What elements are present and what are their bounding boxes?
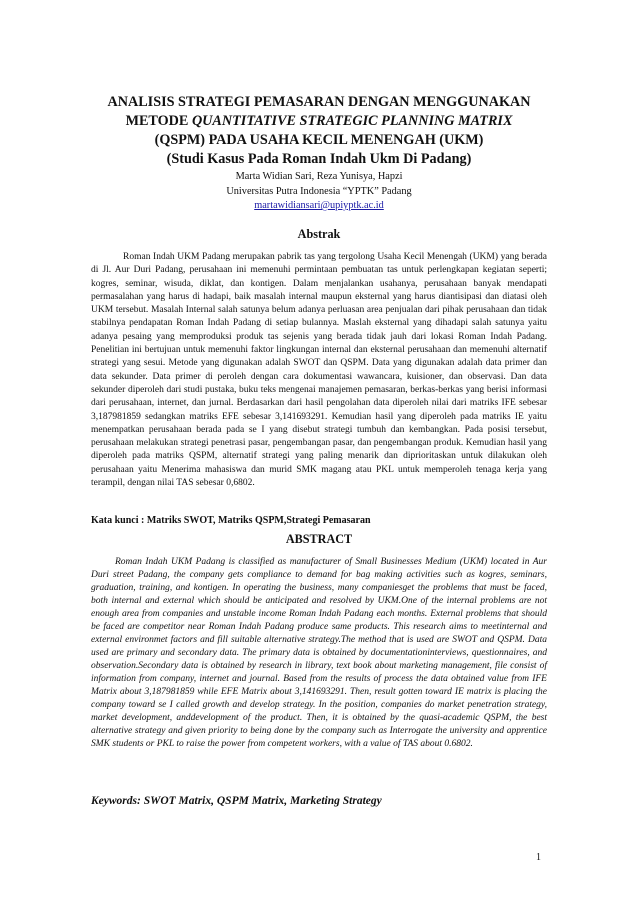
- author-block: [88, 170, 550, 214]
- abstract-text: Roman Indah UKM Padang is classified as manufacturer of Small Businesses Medium (UKM) located in Aur Duri street Padang, the company gets compliance to demand for bag making activities such as kogres, seminars, graduation, training, and kontigen. In operating the business, many companiesget the problems that must be faced, both internal and external which should be anticipated and resolved by UKM.One of the internal problems are not enough area from companies and unstable income Roman Indah Padang each months. External problems that should be faced are competitor near Roman Indah Padang produce same products. This research aims to meetinternal and external environmet factors and fill suitable alternative strategy.The method that is used are SWOT and QSPM. Data used are primary and secondary data. The primary data is obtained by documentationinterviews, questionnaires, and observation.Secondary data is obtained by research in library, text book about marketing management, file consist of information from company, internet and journal. Based from the results of process the data obtained value from IFE Matrix about 3,187981859 while EFE Matrix about 3,141693291. Then, result gotten toward IE matrix is placing the company toward se I called growth and develop strategy. In the position, companies do market penetration strategy, market development, anddevelopment of the product. Then, it is obtained by the quasi-academic QSPM, the best alternative strategy and given priority to being done by the company such as Interrogate the university and apprentice SMK students or PKL to raise the power from competent workers, with a value of TAS about 0.6802.: [91, 557, 547, 749]
- title-line-3: (QSPM) PADA USAHA KECIL MENENGAH (UKM): [154, 132, 484, 148]
- author-affiliation: Universitas Putra Indonesia “YPTK” Padang: [226, 185, 412, 197]
- page-number: 1: [536, 852, 541, 863]
- title-line-2-italic: QUANTITATIVE STRATEGIC PLANNING MATRIX: [191, 113, 513, 129]
- abstrak-heading: Abstrak: [297, 227, 341, 241]
- author-email-link[interactable]: martawidiansari@upiyptk.ac.id: [254, 200, 384, 211]
- abstract-heading: ABSTRACT: [285, 532, 353, 546]
- paper-title: [88, 93, 550, 169]
- abstract-keywords: Keywords: SWOT Matrix, QSPM Matrix, Marketing Strategy: [91, 795, 382, 807]
- title-line-2: [88, 112, 550, 131]
- title-subtitle: (Studi Kasus Pada Roman Indah Ukm Di Padang): [166, 151, 472, 167]
- title-line-2-prefix: METODE: [125, 113, 192, 129]
- abstrak-text: Roman Indah UKM Padang merupakan pabrik tas yang tergolong Usaha Kecil Menengah (UKM) yang berada di Jl. Aur Duri Padang, perusahaan ini memenuhi permintaan pembuatan tas untuk perlengkapan kegiatan seperti; kogres, seminar, wisuda, diklat, dan kontigen. Dalam menjalankan usahanya, perusahaan banyak mendapati permasalahan yang harus di hadapi, baik masalah internal maupun eksternal yang harus diantisipasi dan diatasi oleh UKM tersebut. Masalah Internal salah satunya belum adanya perluasan area penjualan dari pihak perusahaan dan tidak stabilnya pendapatan Roman Indah Padang di setiap bulannya. Maslah eksternal yang dihadapi salah satunya yaitu adanya pesaing yang memproduksi produk tas sejenis yang berada tidak jauh dari lokasi Roman Indah Padang. Penelitian ini bertujuan untuk memenuhi faktor lingkungan internal dan eksternal perusahaan dan memenuhi alternatif strategi yang sesui. Metode yang digunakan adalah SWOT dan QSPM. Data yang digunakan adalah data primer dan data sekunder. Data primer di peroleh dengan cara dokumentasi wawancara, kuisioner, dan observasi. Dan data sekunder diperoleh dari studi pustaka, buku teks mengenai manajemen pemasaran, berkas-berkas yang berisi informasi dari perusahaan, internet, dan jurnal. Berdasarkan dari hasil pengolahan data diperoleh nilai dari matriks IFE sebesar 3,187981859 sedangkan matriks EFE sebesar 3,141693291. Kemudian hasil yang diperoleh pada matriks IE yaitu menempatkan perusahaan berada pada se I yang disebut strategi tumbuh dan kembangkan. Pada posisi tersebut, perusahaan melakukan strategi penetrasi pasar, pengembangan pasar, dan pengembangan produk. Kemudian hasil yang diperoleh pada matriks QSPM, alternatif strategi yang paling menarik dan diprioritaskan untuk dilakukan oleh perusahaan yaitu Menerima mahasiswa dan murid SMK magang atau PKL untuk memperoleh tenaga kerja yang terampil, dengan nilai TAS sebesar 0,6802.: [91, 252, 547, 489]
- abstrak-keywords: Kata kunci : Matriks SWOT, Matriks QSPM,Strategi Pemasaran: [91, 515, 371, 526]
- title-line-1: ANALISIS STRATEGI PEMASARAN DENGAN MENGGUNAKAN: [107, 94, 531, 110]
- author-names: Marta Widian Sari, Reza Yunisya, Hapzi: [235, 171, 403, 182]
